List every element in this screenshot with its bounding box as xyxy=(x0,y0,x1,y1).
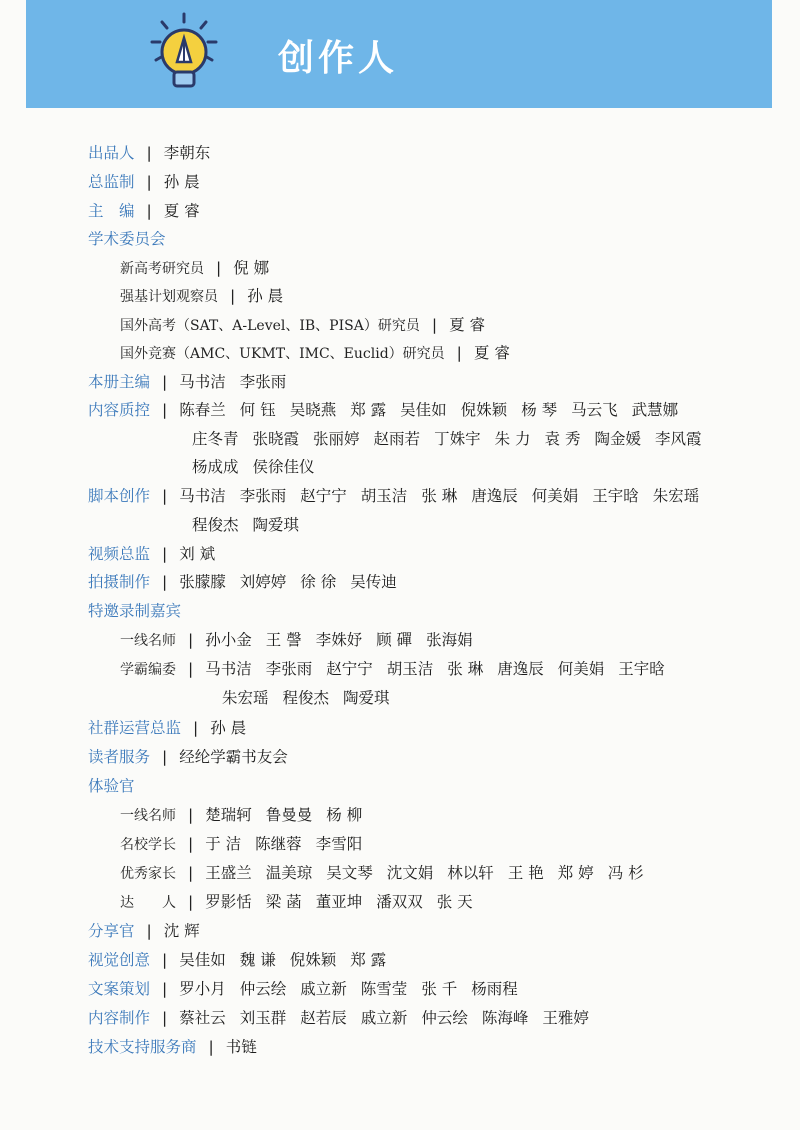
person-name: 董亚坤 xyxy=(315,893,363,911)
separator: | xyxy=(188,893,194,911)
person-name: 何美娟 xyxy=(531,487,579,505)
person-name: 王 謦 xyxy=(265,631,302,649)
person-name: 王 艳 xyxy=(507,864,544,882)
person-name: 蔡社云 xyxy=(179,1009,226,1027)
credit-label: 名校学长 xyxy=(120,837,176,853)
person-name: 杨 琴 xyxy=(521,401,558,419)
person-name: 朱宏瑶 xyxy=(652,487,700,505)
credit-community xyxy=(88,714,260,743)
person-name: 唐逸辰 xyxy=(497,660,544,678)
person-name: 孙 晨 xyxy=(163,173,200,191)
person-name: 马书洁 xyxy=(205,660,252,678)
person-name: 梁 菡 xyxy=(265,893,302,911)
credit-label: 社群运营总监 xyxy=(88,719,182,737)
person-name: 张 琳 xyxy=(421,487,458,505)
credit-label: 出品人 xyxy=(88,144,135,162)
credit-academic-1 xyxy=(120,254,283,284)
credit-label: 视频总监 xyxy=(88,545,151,563)
credit-tech xyxy=(88,1033,271,1062)
person-name: 何美娟 xyxy=(557,660,605,678)
person-name: 王盛兰 xyxy=(205,864,252,882)
person-name: 仲云绘 xyxy=(239,980,287,998)
name-line xyxy=(192,425,715,454)
person-name: 张 琳 xyxy=(447,660,484,678)
person-name: 倪姝颖 xyxy=(460,401,508,419)
person-name: 陈继蓉 xyxy=(255,835,302,853)
credit-director xyxy=(88,168,214,197)
separator: | xyxy=(162,980,168,998)
person-name: 郑 露 xyxy=(350,401,387,419)
credit-label: 拍摄制作 xyxy=(88,573,151,591)
person-name: 胡玉洁 xyxy=(386,660,434,678)
credit-exp-1 xyxy=(120,801,376,831)
person-name: 陶爱琪 xyxy=(252,516,300,534)
person-name: 王宇晗 xyxy=(618,660,665,678)
person-name: 刘 斌 xyxy=(179,545,216,563)
separator: | xyxy=(188,660,194,678)
separator: | xyxy=(456,344,462,362)
person-name: 袁 秀 xyxy=(544,430,581,448)
person-name: 经纶学霸书友会 xyxy=(179,748,288,766)
credit-label: 优秀家长 xyxy=(120,866,176,882)
separator: | xyxy=(146,144,152,162)
person-name: 张晓霞 xyxy=(252,430,300,448)
person-name: 朱 力 xyxy=(494,430,531,448)
credit-visual xyxy=(88,946,400,975)
credit-label: 读者服务 xyxy=(88,748,151,766)
separator: | xyxy=(188,806,194,824)
credit-label: 主 编 xyxy=(88,202,135,220)
person-name: 郑 露 xyxy=(350,951,387,969)
name-line xyxy=(179,396,692,425)
person-name: 书链 xyxy=(225,1038,257,1056)
separator: | xyxy=(216,259,222,277)
credit-exp-3 xyxy=(120,859,658,889)
section-label: 特邀录制嘉宾 xyxy=(88,602,182,620)
separator: | xyxy=(188,835,194,853)
person-name: 吴佳如 xyxy=(179,951,226,969)
person-name: 李张雨 xyxy=(265,660,313,678)
person-name: 赵雨若 xyxy=(373,430,421,448)
credit-editor xyxy=(88,197,214,226)
person-name: 张 天 xyxy=(436,893,473,911)
person-name: 魏 谦 xyxy=(239,951,276,969)
credit-label: 强基计划观察员 xyxy=(120,289,218,305)
separator: | xyxy=(162,487,168,505)
person-name: 吴传迪 xyxy=(350,573,397,591)
person-name: 倪姝颖 xyxy=(289,951,337,969)
separator: | xyxy=(162,748,168,766)
person-name: 孙小金 xyxy=(205,631,252,649)
credit-label: 内容质控 xyxy=(88,401,151,419)
person-name: 李风霞 xyxy=(654,430,702,448)
credit-academic-2 xyxy=(120,282,297,312)
person-name: 朱宏瑶 xyxy=(222,689,269,707)
person-name: 程俊杰 xyxy=(282,689,330,707)
person-name: 陶爱琪 xyxy=(343,689,390,707)
person-name: 赵宁宁 xyxy=(300,487,347,505)
credit-sharer xyxy=(88,917,214,946)
person-name: 温美琼 xyxy=(265,864,313,882)
credit-content xyxy=(88,1004,603,1033)
name-line xyxy=(192,453,329,482)
person-name: 鲁曼曼 xyxy=(265,806,313,824)
person-name: 杨雨程 xyxy=(471,980,518,998)
credit-academic xyxy=(88,225,166,254)
person-name: 陈海峰 xyxy=(481,1009,529,1027)
credit-label: 视觉创意 xyxy=(88,951,151,969)
person-name: 戚立新 xyxy=(300,980,347,998)
person-name: 楚瑞轲 xyxy=(205,806,252,824)
credit-copy xyxy=(88,975,532,1004)
person-name: 侯徐佳仪 xyxy=(252,458,315,476)
person-name: 丁姝宇 xyxy=(434,430,481,448)
credit-experience xyxy=(88,772,135,801)
credit-academic-3 xyxy=(120,311,499,341)
person-name: 陈雪莹 xyxy=(360,980,408,998)
name-line xyxy=(205,655,679,684)
separator: | xyxy=(146,173,152,191)
person-name: 何 钰 xyxy=(239,401,276,419)
credit-label: 技术支持服务商 xyxy=(88,1038,197,1056)
credit-label: 新高考研究员 xyxy=(120,261,204,277)
person-name: 吴佳如 xyxy=(400,401,447,419)
person-name: 马云飞 xyxy=(571,401,618,419)
person-name: 林以轩 xyxy=(447,864,494,882)
person-name: 王雅婷 xyxy=(542,1009,589,1027)
person-name: 张朦朦 xyxy=(179,573,226,591)
person-name: 徐 徐 xyxy=(300,573,337,591)
credit-label: 脚本创作 xyxy=(88,487,151,505)
person-name: 吴晓燕 xyxy=(289,401,337,419)
name-line xyxy=(222,684,404,713)
separator: | xyxy=(193,719,199,737)
person-name: 武慧娜 xyxy=(631,401,679,419)
credit-filming xyxy=(88,568,411,597)
separator: | xyxy=(230,287,236,305)
person-name: 罗小月 xyxy=(179,980,226,998)
credit-quality xyxy=(88,396,692,425)
person-name: 刘婷婷 xyxy=(239,573,287,591)
person-name: 张海娟 xyxy=(426,631,473,649)
person-name: 戚立新 xyxy=(360,1009,408,1027)
person-name: 夏 睿 xyxy=(163,202,200,220)
credit-exp-2 xyxy=(120,830,376,860)
credit-label: 本册主编 xyxy=(88,373,151,391)
person-name: 杨成成 xyxy=(192,458,239,476)
separator: | xyxy=(162,573,168,591)
person-name: 李张雨 xyxy=(239,373,287,391)
person-name: 陈春兰 xyxy=(179,401,226,419)
credit-label: 国外高考（SAT、A-Level、IB、PISA）研究员 xyxy=(120,318,420,334)
credit-label: 国外竞赛（AMC、UKMT、IMC、Euclid）研究员 xyxy=(120,346,445,362)
separator: | xyxy=(162,545,168,563)
person-name: 李朝东 xyxy=(163,144,211,162)
credit-academic-4 xyxy=(120,339,524,369)
person-name: 吴文琴 xyxy=(326,864,373,882)
name-line xyxy=(179,482,713,511)
section-label: 学术委员会 xyxy=(88,230,166,248)
separator: | xyxy=(162,401,168,419)
person-name: 仲云绘 xyxy=(421,1009,468,1027)
person-name: 郑 婷 xyxy=(557,864,594,882)
credit-book-editor xyxy=(88,368,300,397)
person-name: 庄冬青 xyxy=(192,430,239,448)
person-name: 冯 杉 xyxy=(607,864,644,882)
credit-label: 一线名师 xyxy=(120,633,176,649)
person-name: 夏 睿 xyxy=(473,344,510,362)
separator: | xyxy=(188,864,194,882)
credit-names xyxy=(164,139,225,168)
separator: | xyxy=(146,922,152,940)
person-name: 程俊杰 xyxy=(192,516,239,534)
credit-guests xyxy=(88,597,181,626)
credit-label: 内容制作 xyxy=(88,1009,151,1027)
person-name: 赵宁宁 xyxy=(326,660,373,678)
credit-label: 总监制 xyxy=(88,173,135,191)
person-name: 杨 柳 xyxy=(326,806,363,824)
person-name: 顾 磾 xyxy=(376,631,413,649)
credit-reader xyxy=(88,743,302,772)
name-line xyxy=(192,511,313,540)
separator: | xyxy=(162,1009,168,1027)
person-name: 李姝妤 xyxy=(315,631,363,649)
credit-label: 学霸编委 xyxy=(120,662,176,678)
separator: | xyxy=(162,373,168,391)
person-name: 孙 晨 xyxy=(210,719,247,737)
person-name: 张丽婷 xyxy=(313,430,360,448)
page-title: 创作人 xyxy=(278,38,399,79)
credit-label: 一线名师 xyxy=(120,808,176,824)
person-name: 张 千 xyxy=(421,980,458,998)
section-label: 体验官 xyxy=(88,777,135,795)
credit-producer xyxy=(88,139,224,168)
person-name: 罗影恬 xyxy=(205,893,252,911)
credit-label: 达 人 xyxy=(120,895,176,911)
person-name: 唐逸辰 xyxy=(471,487,518,505)
person-name: 陶金媛 xyxy=(594,430,641,448)
person-name: 王宇晗 xyxy=(592,487,639,505)
person-name: 刘玉群 xyxy=(239,1009,287,1027)
separator: | xyxy=(146,202,152,220)
person-name: 胡玉洁 xyxy=(360,487,408,505)
credit-video xyxy=(88,540,229,569)
separator: | xyxy=(162,951,168,969)
person-name: 潘双双 xyxy=(376,893,423,911)
credit-exp-4 xyxy=(120,888,487,918)
person-name: 夏 睿 xyxy=(449,316,486,334)
person-name: 于 洁 xyxy=(205,835,242,853)
separator: | xyxy=(188,631,194,649)
person-name: 孙 晨 xyxy=(247,287,284,305)
person-name: 沈 辉 xyxy=(163,922,200,940)
person-name: 马书洁 xyxy=(179,487,226,505)
credit-label: 分享官 xyxy=(88,922,135,940)
credit-guests-2 xyxy=(120,655,679,685)
credit-guests-1 xyxy=(120,626,487,656)
person-name: 沈文娟 xyxy=(386,864,434,882)
person-name: 马书洁 xyxy=(179,373,226,391)
person-name: 倪 娜 xyxy=(233,259,270,277)
credit-script xyxy=(88,482,713,511)
person-name: 李雪阳 xyxy=(315,835,363,853)
separator: | xyxy=(208,1038,214,1056)
separator: | xyxy=(431,316,438,334)
person-name: 李张雨 xyxy=(239,487,287,505)
person-name: 赵若辰 xyxy=(300,1009,347,1027)
credit-label: 文案策划 xyxy=(88,980,151,998)
